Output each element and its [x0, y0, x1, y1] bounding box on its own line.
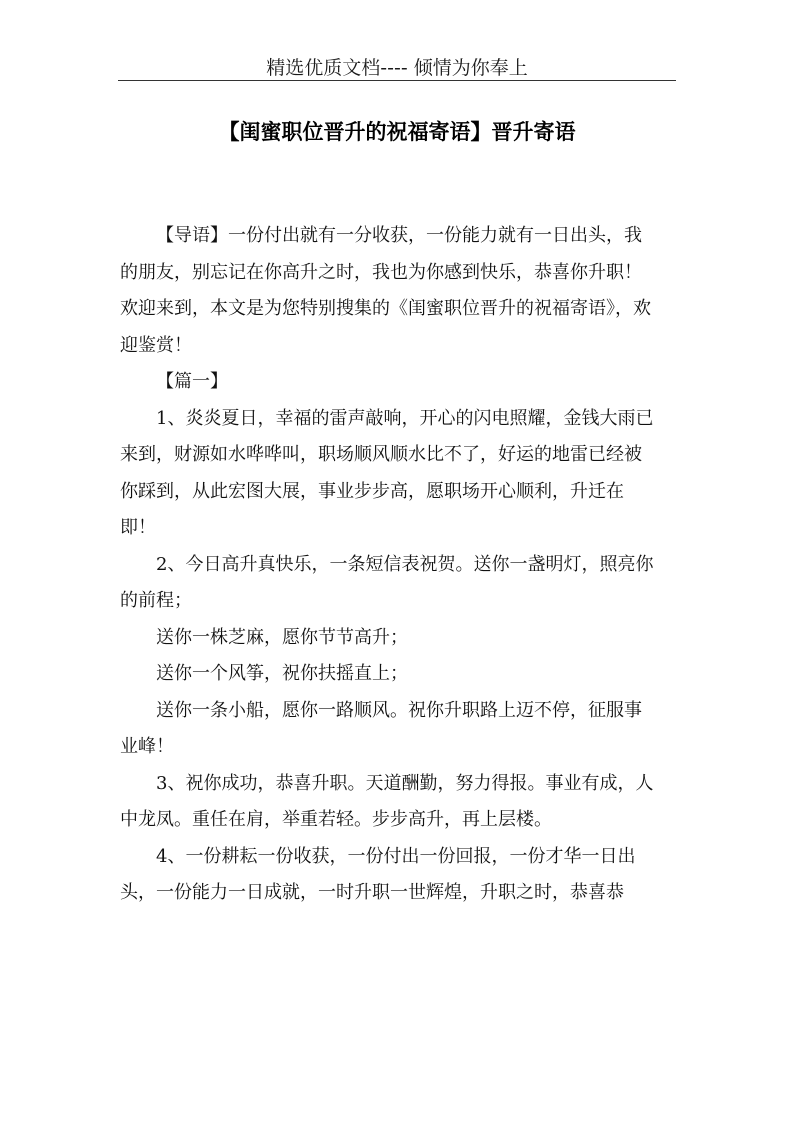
- paragraph-item-2: 2、今日高升真快乐，一条短信表祝贺。送你一盏明灯，照亮你 的前程；: [120, 553, 654, 611]
- paragraph-item-2-line-2: 送你一个风筝，祝你扶摇直上；: [156, 663, 408, 684]
- paragraph-item-3: 3、祝你成功，恭喜升职。天道酬勤，努力得报。事业有成，人 中龙凤。重任在肩，举重若轻。步步高升，再上层楼。: [120, 772, 654, 830]
- paragraph-item-2-line-3: 送你一条小船，愿你一路顺风。祝你升职路上迈不停，征服事 业峰！: [120, 699, 642, 757]
- paragraph-item-2-line-1: 送你一株芝麻，愿你节节高升；: [156, 626, 408, 648]
- document-title: 【闺蜜职位晋升的祝福寄语】晋升寄语: [218, 119, 576, 144]
- document-body: [120, 218, 673, 912]
- paragraph-item-4: 4、一份耕耘一份收获，一份付出一份回报，一份才华一日出 头，一份能力一日成就，一时升职一世辉煌，升职之时，恭喜恭: [120, 845, 636, 903]
- header-divider: [118, 80, 676, 81]
- paragraph-intro: 【导语】一份付出就有一分收获，一份能力就有一日出头，我 的朋友，别忘记在你高升之时，我也为你感到快乐，恭喜你升职！ 欢迎来到，本文是为您特别搜集的《闺蜜职位晋升的祝福寄语》，欢 迎鉴赏！: [120, 225, 651, 356]
- section-heading-part-one: 【篇一】: [156, 371, 228, 392]
- paragraph-item-1: 1、炎炎夏日，幸福的雷声敲响，开心的闪电照耀，金钱大雨已 来到，财源如水哗哗叫，职场顺风顺水比不了，好运的地雷已经被 你踩到，从此宏图大展，事业步步高，愿职场开心顺利，升迁在 即！: [120, 407, 654, 538]
- page-header-text: 精选优质文档---- 倾情为你奉上: [266, 57, 528, 79]
